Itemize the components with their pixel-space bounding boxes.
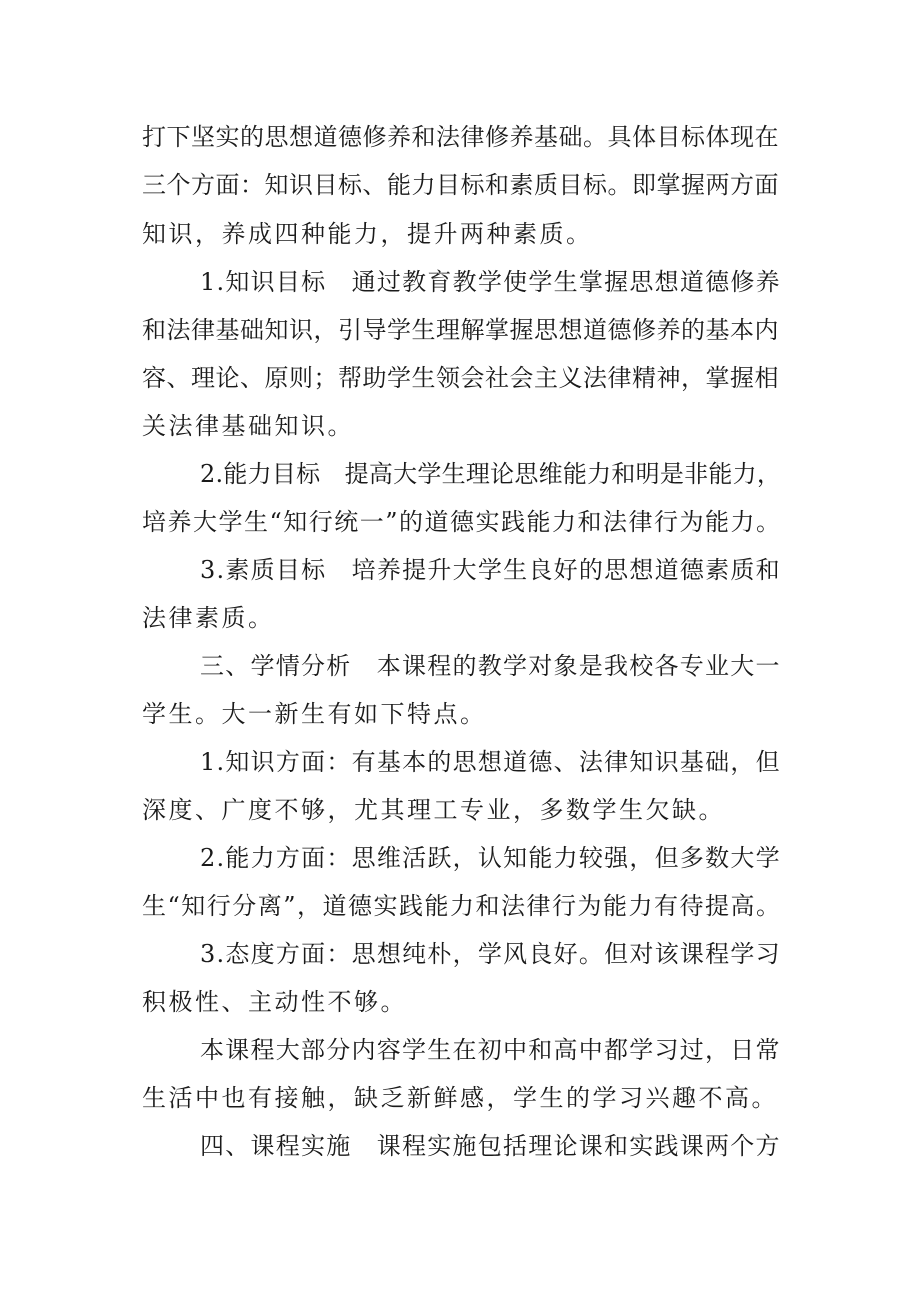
paragraph-attitude-aspect: 3.态度方面：思想纯朴，学风良好。但对该课程学习 [200, 940, 781, 968]
paragraph-knowledge-goal: 1.知识目标 通过教育教学使学生掌握思想道德修养 [200, 268, 781, 296]
text-line: 生“知行分离”，道德实践能力和法律行为能力有待提高。 [142, 892, 782, 920]
text-line: 生活中也有接触，缺乏新鲜感，学生的学习兴趣不高。 [142, 1084, 778, 1112]
paragraph-ability-goal: 2.能力目标 提高大学生理论思维能力和明是非能力， [200, 460, 782, 488]
paragraph-ability-aspect: 2.能力方面：思维活跃，认知能力较强，但多数大学 [200, 844, 781, 872]
text-line: 法律素质。 [142, 604, 275, 632]
text-line: 打下坚实的思想道德修养和法律修养基础。具体目标体现在 [142, 123, 779, 151]
text-line: 学生。大一新生有如下特点。 [142, 700, 487, 728]
text-line: 知识，养成四种能力，提升两种素质。 [142, 220, 593, 248]
text-line: 容、理论、原则；帮助学生领会社会主义法律精神，掌握相 [142, 364, 779, 392]
text-line: 和法律基础知识，引导学生理解掌握思想道德修养的基本内 [142, 316, 779, 344]
section-heading-learner-analysis: 三、学情分析 本课程的教学对象是我校各专业大一 [200, 652, 781, 680]
text-line: 培养大学生“知行统一”的道德实践能力和法律行为能力。 [142, 508, 782, 536]
text-line: 积极性、主动性不够。 [142, 988, 407, 1016]
text-line: 深度、广度不够，尤其理工专业，多数学生欠缺。 [142, 796, 725, 824]
paragraph-course-familiarity: 本课程大部分内容学生在初中和高中都学习过，日常 [200, 1036, 781, 1064]
section-heading-course-implementation: 四、课程实施 课程实施包括理论课和实践课两个方 [200, 1132, 781, 1160]
paragraph-knowledge-aspect: 1.知识方面：有基本的思想道德、法律知识基础，但 [200, 748, 781, 776]
text-line: 关法律基础知识。 [142, 412, 354, 440]
paragraph-quality-goal: 3.素质目标 培养提升大学生良好的思想道德素质和 [200, 556, 781, 584]
text-line: 三个方面：知识目标、能力目标和素质目标。即掌握两方面 [142, 171, 779, 199]
